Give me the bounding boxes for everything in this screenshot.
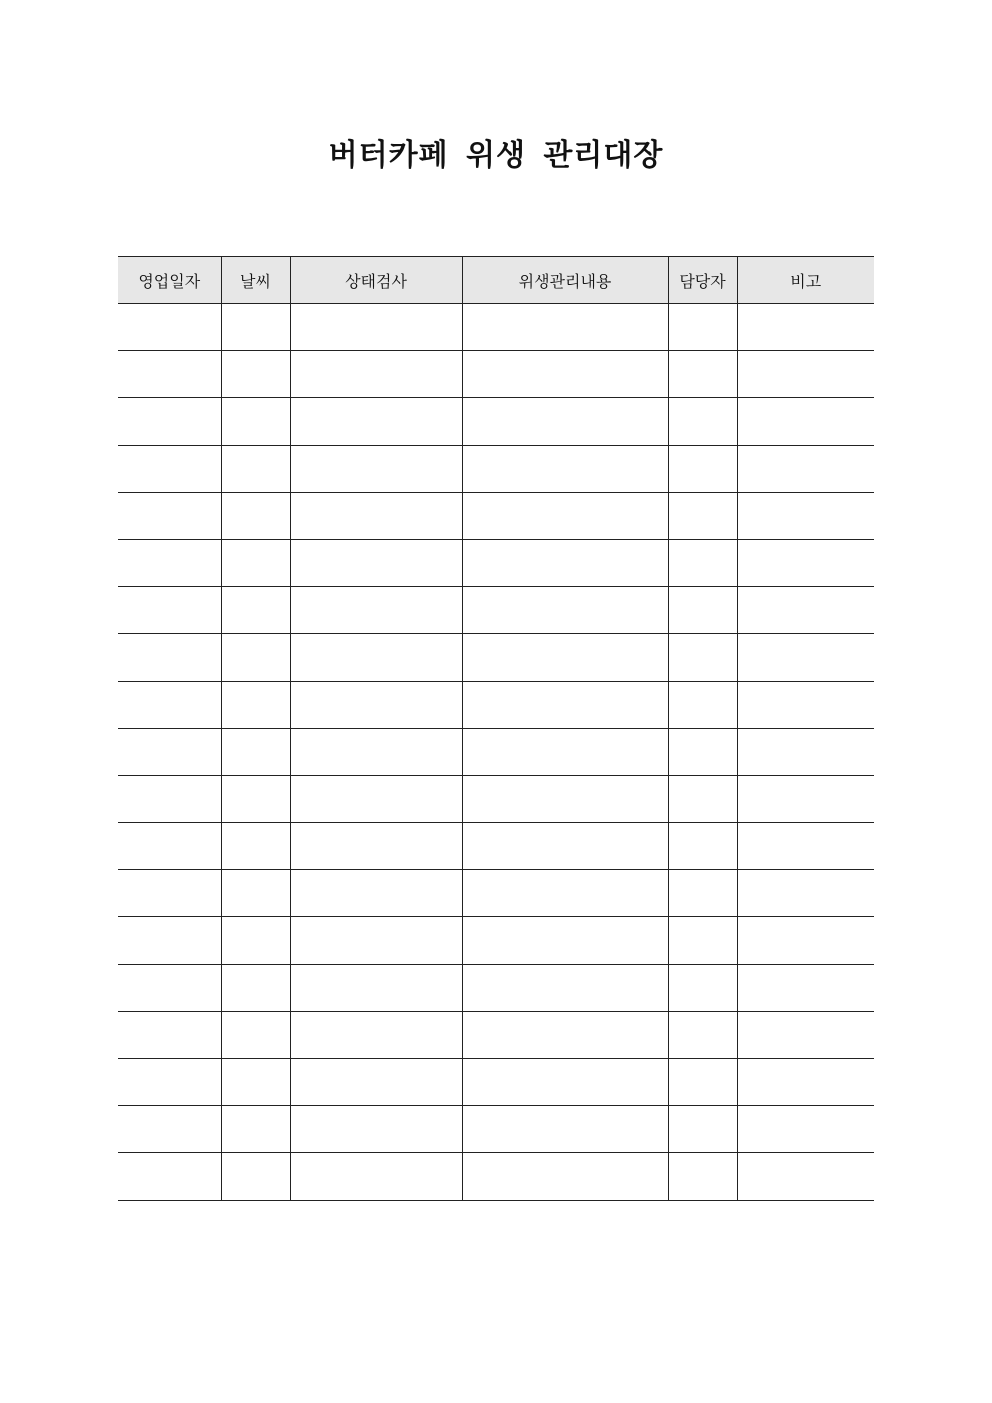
- weather-cell[interactable]: [221, 728, 290, 775]
- hygiene-details-cell[interactable]: [462, 775, 668, 822]
- table-row: [118, 681, 874, 728]
- table-row: [118, 1011, 874, 1058]
- person-in-charge-cell[interactable]: [668, 823, 737, 870]
- business-date-cell[interactable]: [118, 1059, 221, 1106]
- person-in-charge-cell[interactable]: [668, 304, 737, 351]
- condition-check-cell[interactable]: [290, 1106, 462, 1153]
- person-in-charge-cell[interactable]: [668, 917, 737, 964]
- table-row: [118, 587, 874, 634]
- remarks-cell[interactable]: [737, 823, 874, 870]
- business-date-cell[interactable]: [118, 1153, 221, 1200]
- weather-cell[interactable]: [221, 445, 290, 492]
- weather-cell[interactable]: [221, 917, 290, 964]
- column-header-remarks: 비고: [737, 257, 874, 304]
- person-in-charge-cell[interactable]: [668, 539, 737, 586]
- business-date-cell[interactable]: [118, 964, 221, 1011]
- hygiene-details-cell[interactable]: [462, 587, 668, 634]
- table-row: [118, 1059, 874, 1106]
- condition-check-cell[interactable]: [290, 1153, 462, 1200]
- condition-check-cell[interactable]: [290, 492, 462, 539]
- hygiene-details-cell[interactable]: [462, 445, 668, 492]
- business-date-cell[interactable]: [118, 1011, 221, 1058]
- weather-cell[interactable]: [221, 823, 290, 870]
- remarks-cell[interactable]: [737, 917, 874, 964]
- table-row: [118, 775, 874, 822]
- condition-check-cell[interactable]: [290, 445, 462, 492]
- remarks-cell[interactable]: [737, 634, 874, 681]
- person-in-charge-cell[interactable]: [668, 1011, 737, 1058]
- remarks-cell[interactable]: [737, 304, 874, 351]
- hygiene-details-cell[interactable]: [462, 728, 668, 775]
- condition-check-cell[interactable]: [290, 917, 462, 964]
- remarks-cell[interactable]: [737, 398, 874, 445]
- remarks-cell[interactable]: [737, 1153, 874, 1200]
- weather-cell[interactable]: [221, 775, 290, 822]
- remarks-cell[interactable]: [737, 445, 874, 492]
- column-header-hygiene-details: 위생관리내용: [462, 257, 668, 304]
- hygiene-details-cell[interactable]: [462, 870, 668, 917]
- table-row: [118, 492, 874, 539]
- condition-check-cell[interactable]: [290, 775, 462, 822]
- table-row: [118, 539, 874, 586]
- remarks-cell[interactable]: [737, 870, 874, 917]
- person-in-charge-cell[interactable]: [668, 775, 737, 822]
- weather-cell[interactable]: [221, 634, 290, 681]
- condition-check-cell[interactable]: [290, 964, 462, 1011]
- person-in-charge-cell[interactable]: [668, 351, 737, 398]
- condition-check-cell[interactable]: [290, 304, 462, 351]
- business-date-cell[interactable]: [118, 681, 221, 728]
- table-row: [118, 917, 874, 964]
- person-in-charge-cell[interactable]: [668, 634, 737, 681]
- condition-check-cell[interactable]: [290, 681, 462, 728]
- table-row: [118, 351, 874, 398]
- person-in-charge-cell[interactable]: [668, 587, 737, 634]
- person-in-charge-cell[interactable]: [668, 1106, 737, 1153]
- remarks-cell[interactable]: [737, 1106, 874, 1153]
- condition-check-cell[interactable]: [290, 870, 462, 917]
- condition-check-cell[interactable]: [290, 1011, 462, 1058]
- hygiene-details-cell[interactable]: [462, 351, 668, 398]
- weather-cell[interactable]: [221, 398, 290, 445]
- hygiene-details-cell[interactable]: [462, 681, 668, 728]
- table-row: [118, 445, 874, 492]
- business-date-cell[interactable]: [118, 775, 221, 822]
- condition-check-cell[interactable]: [290, 587, 462, 634]
- person-in-charge-cell[interactable]: [668, 964, 737, 1011]
- business-date-cell[interactable]: [118, 634, 221, 681]
- person-in-charge-cell[interactable]: [668, 1059, 737, 1106]
- column-header-person-in-charge: 담당자: [668, 257, 737, 304]
- column-header-business-date: 영업일자: [118, 257, 221, 304]
- person-in-charge-cell[interactable]: [668, 1153, 737, 1200]
- hygiene-details-cell[interactable]: [462, 304, 668, 351]
- column-header-condition-check: 상태검사: [290, 257, 462, 304]
- table-row: [118, 398, 874, 445]
- person-in-charge-cell[interactable]: [668, 445, 737, 492]
- person-in-charge-cell[interactable]: [668, 492, 737, 539]
- hygiene-details-cell[interactable]: [462, 1153, 668, 1200]
- table-row: [118, 728, 874, 775]
- business-date-cell[interactable]: [118, 445, 221, 492]
- weather-cell[interactable]: [221, 351, 290, 398]
- business-date-cell[interactable]: [118, 1106, 221, 1153]
- table-row: [118, 1106, 874, 1153]
- table-row: [118, 870, 874, 917]
- hygiene-details-cell[interactable]: [462, 1059, 668, 1106]
- table-row: [118, 1153, 874, 1200]
- remarks-cell[interactable]: [737, 539, 874, 586]
- table-row: [118, 823, 874, 870]
- weather-cell[interactable]: [221, 492, 290, 539]
- business-date-cell[interactable]: [118, 587, 221, 634]
- person-in-charge-cell[interactable]: [668, 398, 737, 445]
- person-in-charge-cell[interactable]: [668, 870, 737, 917]
- business-date-cell[interactable]: [118, 492, 221, 539]
- weather-cell[interactable]: [221, 1059, 290, 1106]
- weather-cell[interactable]: [221, 1153, 290, 1200]
- page-title: 버터카페 위생 관리대장: [328, 138, 664, 173]
- business-date-cell[interactable]: [118, 917, 221, 964]
- person-in-charge-cell[interactable]: [668, 728, 737, 775]
- condition-check-cell[interactable]: [290, 539, 462, 586]
- weather-cell[interactable]: [221, 870, 290, 917]
- business-date-cell[interactable]: [118, 351, 221, 398]
- weather-cell[interactable]: [221, 681, 290, 728]
- weather-cell[interactable]: [221, 964, 290, 1011]
- weather-cell[interactable]: [221, 539, 290, 586]
- business-date-cell[interactable]: [118, 398, 221, 445]
- remarks-cell[interactable]: [737, 351, 874, 398]
- business-date-cell[interactable]: [118, 539, 221, 586]
- hygiene-details-cell[interactable]: [462, 1011, 668, 1058]
- hygiene-details-cell[interactable]: [462, 823, 668, 870]
- weather-cell[interactable]: [221, 1011, 290, 1058]
- remarks-cell[interactable]: [737, 964, 874, 1011]
- business-date-cell[interactable]: [118, 870, 221, 917]
- condition-check-cell[interactable]: [290, 634, 462, 681]
- condition-check-cell[interactable]: [290, 351, 462, 398]
- table-row: [118, 634, 874, 681]
- business-date-cell[interactable]: [118, 304, 221, 351]
- table-body: [118, 304, 874, 1201]
- remarks-cell[interactable]: [737, 728, 874, 775]
- business-date-cell[interactable]: [118, 728, 221, 775]
- table-row: [118, 304, 874, 351]
- hygiene-details-cell[interactable]: [462, 539, 668, 586]
- condition-check-cell[interactable]: [290, 823, 462, 870]
- hygiene-details-cell[interactable]: [462, 964, 668, 1011]
- remarks-cell[interactable]: [737, 681, 874, 728]
- hygiene-details-cell[interactable]: [462, 917, 668, 964]
- hygiene-details-cell[interactable]: [462, 634, 668, 681]
- hygiene-ledger-table: [118, 256, 874, 1201]
- remarks-cell[interactable]: [737, 1059, 874, 1106]
- condition-check-cell[interactable]: [290, 398, 462, 445]
- remarks-cell[interactable]: [737, 492, 874, 539]
- hygiene-details-cell[interactable]: [462, 1106, 668, 1153]
- weather-cell[interactable]: [221, 587, 290, 634]
- remarks-cell[interactable]: [737, 1011, 874, 1058]
- weather-cell[interactable]: [221, 1106, 290, 1153]
- condition-check-cell[interactable]: [290, 728, 462, 775]
- column-header-weather: 날씨: [221, 257, 290, 304]
- remarks-cell[interactable]: [737, 775, 874, 822]
- condition-check-cell[interactable]: [290, 1059, 462, 1106]
- weather-cell[interactable]: [221, 304, 290, 351]
- table-row: [118, 964, 874, 1011]
- table-header-row: [118, 257, 874, 304]
- hygiene-details-cell[interactable]: [462, 492, 668, 539]
- person-in-charge-cell[interactable]: [668, 681, 737, 728]
- hygiene-details-cell[interactable]: [462, 398, 668, 445]
- remarks-cell[interactable]: [737, 587, 874, 634]
- business-date-cell[interactable]: [118, 823, 221, 870]
